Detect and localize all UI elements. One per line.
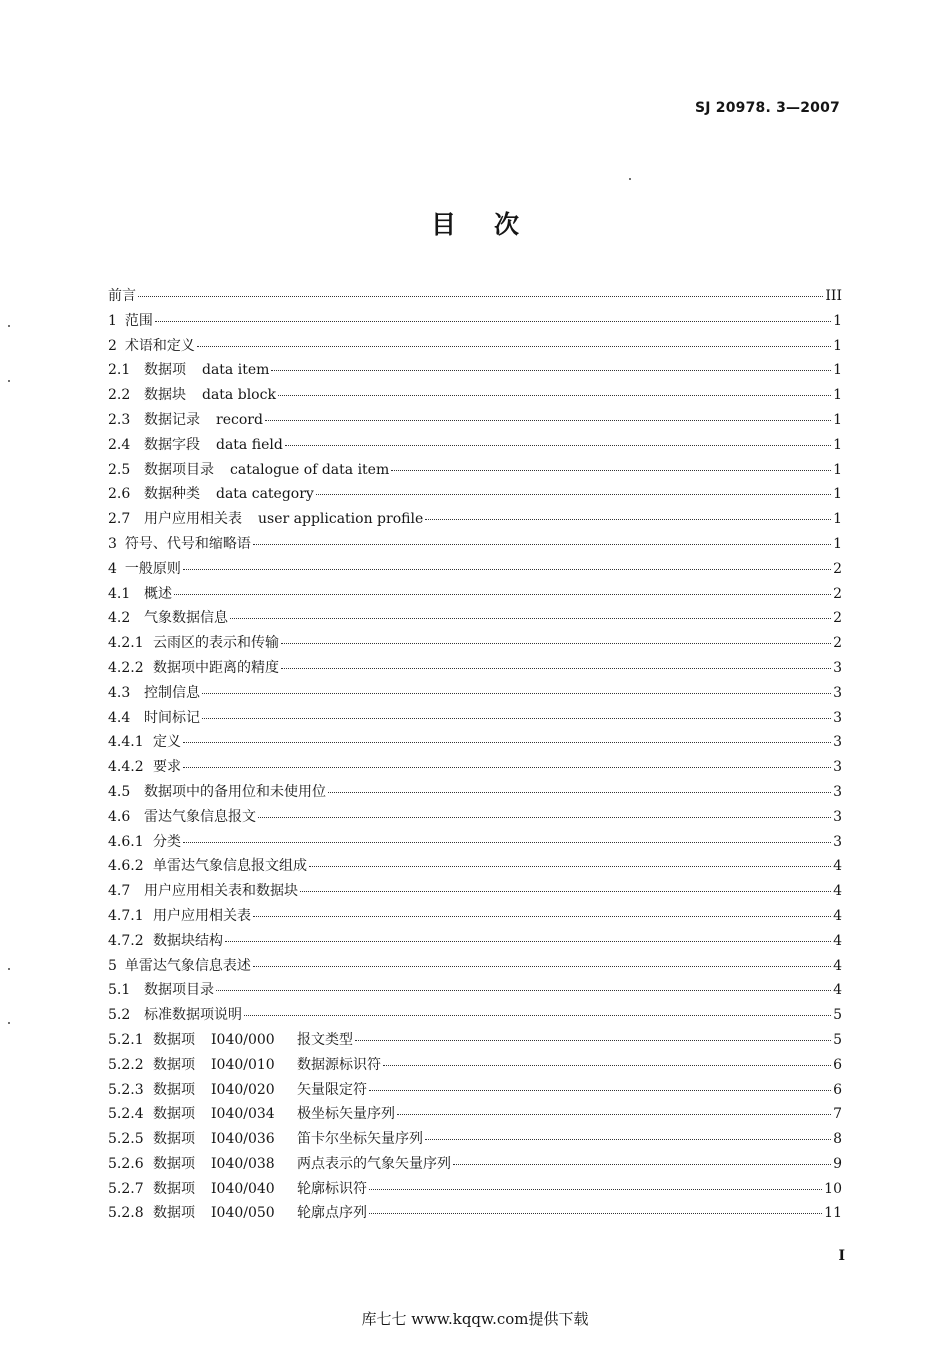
toc-entry-page: 4 [833, 982, 842, 999]
toc-entry-number: 4.2 [108, 610, 131, 627]
toc-entry-number: 5.2.2 [108, 1056, 144, 1073]
toc-entry-label: 要求 [153, 759, 181, 776]
toc-entry [108, 533, 842, 558]
toc-entry-item-code: I040/040 [211, 1180, 275, 1197]
toc-entry [108, 335, 842, 360]
toc-dot-leader [281, 668, 831, 669]
toc-entry [108, 682, 842, 707]
toc-entry-label: 数据项 [153, 1131, 195, 1148]
toc-entry [108, 855, 842, 880]
toc-dot-leader [155, 321, 831, 322]
toc-dot-leader [328, 792, 831, 793]
toc-dot-leader [278, 395, 831, 396]
toc-dot-leader [453, 1164, 831, 1165]
toc-dot-leader [253, 916, 831, 917]
toc-dot-leader [425, 1139, 831, 1140]
toc-dot-leader [230, 618, 831, 619]
toc-entry-page: 1 [833, 312, 842, 329]
toc-dot-leader [183, 842, 831, 843]
toc-entry-item-code: I040/000 [211, 1031, 275, 1048]
toc-dot-leader [202, 693, 831, 694]
toc-entry-label: 气象数据信息 [144, 610, 228, 627]
toc-entry [108, 359, 842, 384]
toc-entry [108, 409, 842, 434]
toc-entry-page: 4 [833, 883, 842, 900]
toc-entry-number: 5.2.8 [108, 1205, 144, 1222]
toc-entry-subtitle: user application profile [258, 511, 424, 528]
toc-entry-subtitle: 两点表示的气象矢量序列 [297, 1155, 451, 1172]
toc-entry-number: 4.2.2 [108, 659, 144, 676]
toc-entry-number: 5 [108, 957, 117, 974]
toc-entry-page: III [825, 288, 842, 304]
toc-entry-number: 4.4.1 [108, 734, 144, 751]
toc-entry [108, 285, 842, 310]
page-title: 目次 [430, 210, 557, 239]
toc-entry-page: 3 [833, 808, 842, 825]
toc-entry [108, 831, 842, 856]
toc-entry-number: 4.7.1 [108, 907, 144, 924]
toc-entry-page: 1 [833, 461, 842, 478]
toc-dot-leader [174, 594, 831, 595]
toc-entry [108, 930, 842, 955]
toc-entry-label: 术语和定义 [124, 337, 195, 354]
toc-entry [108, 632, 842, 657]
toc-dot-leader [300, 891, 831, 892]
toc-entry [108, 384, 842, 409]
scan-speck [8, 1022, 10, 1024]
toc-entry [108, 1054, 842, 1079]
toc-entry-subtitle: data field [216, 436, 283, 453]
toc-entry [108, 1004, 842, 1029]
scan-speck [8, 380, 10, 382]
toc-entry-label: 数据项目录 [144, 461, 214, 478]
toc-entry-subtitle: 轮廓标识符 [297, 1180, 367, 1197]
toc-dot-leader [271, 370, 831, 371]
toc-entry-label: 一般原则 [124, 560, 181, 577]
toc-entry-page: 1 [833, 411, 842, 428]
scan-speck [629, 178, 631, 180]
toc-entry-page: 3 [833, 783, 842, 800]
toc-entry-page: 3 [833, 833, 842, 850]
toc-entry [108, 955, 842, 980]
toc-dot-leader [138, 296, 823, 297]
toc-entry-page: 1 [833, 436, 842, 453]
toc-entry-item-code: I040/020 [211, 1081, 275, 1098]
toc-entry-page: 6 [833, 1081, 842, 1098]
toc-entry-page: 10 [824, 1180, 842, 1197]
scan-speck [8, 968, 10, 970]
toc-entry-page: 4 [833, 907, 842, 924]
toc-entry-label: 数据项 [153, 1081, 195, 1098]
toc-entry-page: 2 [833, 610, 842, 627]
toc-entry-page: 9 [833, 1155, 842, 1172]
toc-entry-number: 3 [108, 535, 117, 552]
toc-dot-leader [281, 643, 831, 644]
toc-entry-label: 定义 [153, 734, 181, 751]
toc-entry-page: 3 [833, 659, 842, 676]
document-code: SJ 20978. 3—2007 [695, 100, 840, 116]
toc-dot-leader [216, 990, 831, 991]
table-of-contents [108, 285, 842, 1227]
toc-entry-label: 数据字段 [144, 436, 200, 453]
toc-entry-label: 数据项 [144, 362, 186, 379]
toc-entry-page: 3 [833, 709, 842, 726]
toc-entry-number: 2 [108, 337, 117, 354]
toc-entry-page: 5 [833, 1007, 842, 1024]
toc-entry-label: 用户应用相关表 [144, 511, 242, 528]
toc-entry-number: 5.2.7 [108, 1180, 144, 1197]
toc-entry [108, 558, 842, 583]
toc-dot-leader [383, 1065, 831, 1066]
toc-entry [108, 459, 842, 484]
toc-entry-label: 分类 [153, 833, 181, 850]
toc-entry-page: 3 [833, 684, 842, 701]
toc-entry-number: 2.7 [108, 511, 131, 528]
scan-speck [8, 325, 10, 327]
footer-source: 库七七 www.kqqw.com提供下载 [361, 1310, 589, 1328]
toc-dot-leader [183, 569, 831, 570]
toc-entry-label: 数据项中的备用位和未使用位 [144, 783, 326, 800]
toc-dot-leader [316, 494, 831, 495]
toc-dot-leader [244, 1015, 831, 1016]
toc-entry-number: 4.3 [108, 684, 131, 701]
toc-entry [108, 583, 842, 608]
toc-entry-page: 1 [833, 337, 842, 354]
toc-entry [108, 483, 842, 508]
toc-entry-number: 5.2.5 [108, 1131, 144, 1148]
toc-entry-number: 4.4 [108, 709, 131, 726]
toc-entry-item-code: I040/034 [211, 1106, 275, 1123]
toc-entry-number: 4.2.1 [108, 635, 144, 652]
toc-entry [108, 1153, 842, 1178]
toc-entry [108, 1202, 842, 1227]
toc-entry-page: 4 [833, 932, 842, 949]
toc-entry-label: 数据块结构 [153, 932, 223, 949]
toc-entry-subtitle: 报文类型 [297, 1031, 353, 1048]
toc-entry-page: 4 [833, 858, 842, 875]
toc-entry-page: 3 [833, 759, 842, 776]
toc-entry-subtitle: 数据源标识符 [297, 1056, 381, 1073]
toc-entry-page: 1 [833, 535, 842, 552]
toc-entry-label: 数据项目录 [144, 982, 214, 999]
toc-entry-page: 1 [833, 362, 842, 379]
toc-dot-leader [253, 544, 831, 545]
toc-entry [108, 657, 842, 682]
toc-entry-page: 5 [833, 1031, 842, 1048]
toc-dot-leader [183, 767, 831, 768]
toc-entry-subtitle: 矢量限定符 [297, 1081, 367, 1098]
toc-entry-label: 前言 [108, 288, 136, 304]
toc-dot-leader [425, 519, 831, 520]
toc-entry-page: 8 [833, 1131, 842, 1148]
toc-entry [108, 905, 842, 930]
toc-entry-number: 4.6 [108, 808, 131, 825]
toc-entry [108, 434, 842, 459]
toc-entry-number: 5.2 [108, 1007, 131, 1024]
toc-entry-number: 2.3 [108, 411, 131, 428]
toc-dot-leader [391, 470, 831, 471]
toc-entry [108, 756, 842, 781]
toc-entry-label: 数据项 [153, 1155, 195, 1172]
toc-entry-label: 数据块 [144, 387, 186, 404]
toc-dot-leader [369, 1213, 822, 1214]
toc-entry-subtitle: data category [216, 486, 314, 503]
toc-entry [108, 1079, 842, 1104]
toc-entry [108, 781, 842, 806]
toc-entry-page: 2 [833, 635, 842, 652]
toc-entry-label: 数据项 [153, 1031, 195, 1048]
toc-entry-subtitle: data item [202, 362, 270, 379]
toc-entry-label: 用户应用相关表和数据块 [144, 883, 298, 900]
toc-entry-page: 6 [833, 1056, 842, 1073]
toc-entry-number: 4.6.2 [108, 858, 144, 875]
toc-entry-label: 数据项中距离的精度 [153, 659, 279, 676]
toc-entry-label: 数据记录 [144, 411, 200, 428]
toc-entry-label: 数据项 [153, 1205, 195, 1222]
toc-entry-page: 2 [833, 585, 842, 602]
toc-entry-item-code: I040/050 [211, 1205, 275, 1222]
toc-entry-number: 5.1 [108, 982, 131, 999]
toc-entry-page: 1 [833, 486, 842, 503]
toc-entry-item-code: I040/036 [211, 1131, 275, 1148]
toc-entry-number: 4 [108, 560, 117, 577]
toc-entry-label: 范围 [124, 312, 153, 329]
toc-entry [108, 508, 842, 533]
toc-entry-page: 11 [824, 1205, 842, 1222]
toc-entry [108, 310, 842, 335]
toc-entry [108, 607, 842, 632]
toc-entry [108, 1128, 842, 1153]
toc-entry [108, 1178, 842, 1203]
toc-dot-leader [285, 445, 831, 446]
toc-entry-number: 1 [108, 312, 117, 329]
toc-entry-number: 2.5 [108, 461, 131, 478]
toc-dot-leader [258, 817, 831, 818]
toc-entry-page: 3 [833, 734, 842, 751]
toc-entry-number: 4.4.2 [108, 759, 144, 776]
toc-entry-page: 7 [833, 1106, 842, 1123]
toc-entry [108, 1029, 842, 1054]
toc-dot-leader [265, 420, 831, 421]
toc-dot-leader [202, 718, 831, 719]
toc-entry-subtitle: 笛卡尔坐标矢量序列 [297, 1131, 423, 1148]
toc-entry-number: 5.2.3 [108, 1081, 144, 1098]
toc-entry-label: 数据种类 [144, 486, 200, 503]
toc-dot-leader [253, 966, 831, 967]
toc-entry [108, 806, 842, 831]
toc-dot-leader [397, 1114, 831, 1115]
toc-entry-number: 2.4 [108, 436, 131, 453]
page-number: I [838, 1248, 845, 1264]
toc-dot-leader [369, 1090, 831, 1091]
toc-dot-leader [225, 941, 831, 942]
toc-entry-number: 5.2.1 [108, 1031, 144, 1048]
toc-entry-subtitle: data block [202, 387, 276, 404]
toc-entry-label: 数据项 [153, 1056, 195, 1073]
toc-entry-label: 单雷达气象信息报文组成 [153, 858, 307, 875]
toc-entry [108, 880, 842, 905]
toc-entry-label: 控制信息 [144, 684, 200, 701]
toc-entry-label: 数据项 [153, 1106, 195, 1123]
toc-entry-label: 单雷达气象信息表述 [124, 957, 251, 974]
toc-entry-page: 2 [833, 560, 842, 577]
toc-entry-label: 数据项 [153, 1180, 195, 1197]
toc-entry-number: 4.7 [108, 883, 131, 900]
toc-entry-label: 时间标记 [144, 709, 200, 726]
toc-dot-leader [197, 346, 831, 347]
toc-entry-subtitle: 轮廓点序列 [297, 1205, 367, 1222]
toc-entry [108, 1103, 842, 1128]
toc-entry-page: 4 [833, 957, 842, 974]
toc-entry-page: 1 [833, 387, 842, 404]
toc-entry-number: 5.2.4 [108, 1106, 144, 1123]
toc-dot-leader [309, 866, 831, 867]
toc-entry-number: 4.5 [108, 783, 131, 800]
toc-entry-label: 用户应用相关表 [153, 907, 251, 924]
toc-entry-subtitle: record [216, 411, 263, 428]
toc-entry [108, 707, 842, 732]
toc-entry-label: 云雨区的表示和传输 [153, 635, 279, 652]
toc-entry-item-code: I040/010 [211, 1056, 275, 1073]
toc-entry [108, 979, 842, 1004]
toc-entry-label: 概述 [144, 585, 172, 602]
toc-entry-subtitle: catalogue of data item [230, 461, 390, 478]
toc-entry-number: 5.2.6 [108, 1155, 144, 1172]
toc-entry-label: 雷达气象信息报文 [144, 808, 256, 825]
toc-entry-number: 2.2 [108, 387, 131, 404]
toc-entry-number: 4.1 [108, 585, 131, 602]
toc-entry-number: 4.7.2 [108, 932, 144, 949]
toc-entry-label: 标准数据项说明 [144, 1007, 242, 1024]
toc-dot-leader [183, 742, 831, 743]
toc-dot-leader [355, 1040, 831, 1041]
toc-entry-number: 2.1 [108, 362, 131, 379]
toc-entry-item-code: I040/038 [211, 1155, 275, 1172]
toc-entry-subtitle: 极坐标矢量序列 [297, 1106, 395, 1123]
toc-entry-number: 2.6 [108, 486, 131, 503]
toc-dot-leader [369, 1189, 822, 1190]
toc-entry [108, 731, 842, 756]
toc-entry-number: 4.6.1 [108, 833, 144, 850]
toc-entry-label: 符号、代号和缩略语 [124, 535, 251, 552]
toc-entry-page: 1 [833, 511, 842, 528]
